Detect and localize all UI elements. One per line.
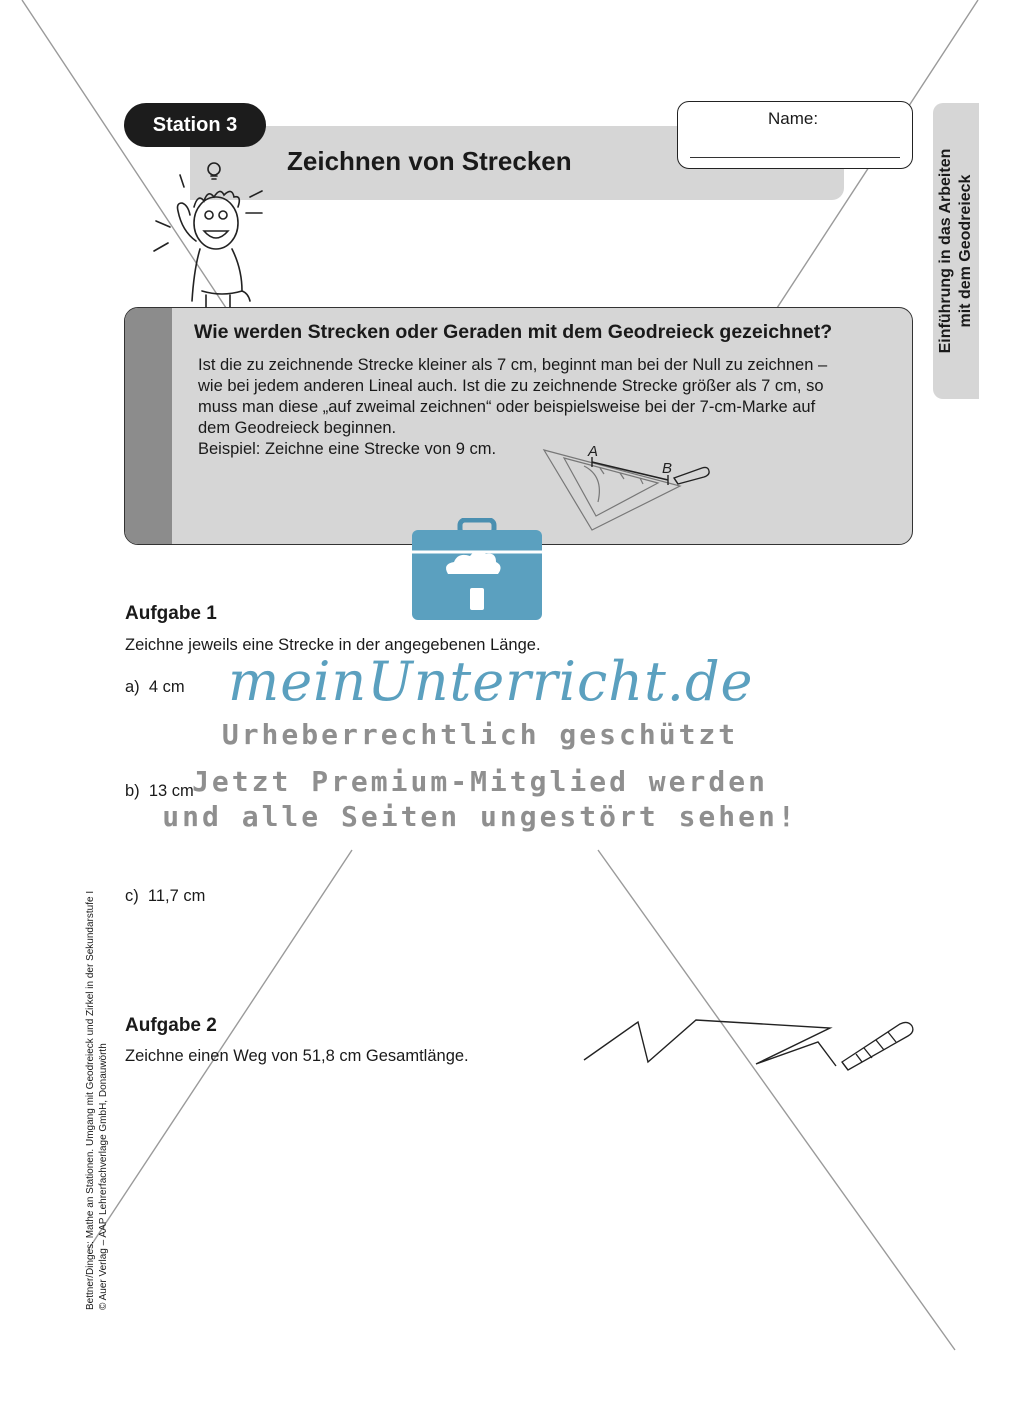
zigzag-path-illustration <box>580 1012 920 1074</box>
task1-item-b: b) 13 cm <box>125 782 194 800</box>
task1-item-c: c) 11,7 cm <box>125 887 206 905</box>
info-body: Ist die zu zeichnende Strecke kleiner als 7 cm, beginnt man bei der Null zu zeichnen – wie bei jedem anderen Lineal auch. Ist die zu zeichnende Strecke größer als 7 cm, so muss man diese „auf zweimal zeichnen“ oder beispielsweise bei der 7-cm-Marke auf dem Geodreieck beginnen. Beispiel: Zeichne eine Strecke von 9 cm. <box>198 356 828 458</box>
task1-instruction: Zeichne jeweils eine Strecke in der angegebenen Länge. <box>125 636 541 654</box>
watermark-brand: meinUnterricht.de <box>228 650 754 713</box>
page-title: Zeichnen von Strecken <box>287 146 572 176</box>
geodreieck-example-illustration <box>540 438 715 538</box>
point-b-label: B <box>662 460 673 477</box>
info-box-accent-bar <box>125 308 172 544</box>
cartoon-character-illustration <box>150 155 270 310</box>
task1-item-a: a) 4 cm <box>125 678 185 696</box>
task2-instruction: Zeichne einen Weg von 51,8 cm Gesamtlänge. <box>125 1047 469 1065</box>
briefcase-cloud-icon <box>410 518 544 622</box>
side-tab-label: Einführung in das Arbeiten mit dem Geodreieck <box>937 148 974 354</box>
name-input-line[interactable] <box>690 157 900 158</box>
task2-heading: Aufgabe 2 <box>125 1015 217 1036</box>
task1-heading: Aufgabe 1 <box>125 603 217 624</box>
point-a-label: A <box>588 443 599 460</box>
watermark-line-2: Jetzt Premium-Mitglied werden <box>192 765 768 798</box>
station-badge: Station 3 <box>124 103 266 147</box>
info-question: Wie werden Strecken oder Geraden mit dem Geodreieck gezeichnet? <box>194 321 833 343</box>
copyright-notice: Bettner/Dinges: Mathe an Stationen. Umgang mit Geodreieck und Zirkel in der Sekundarstufe I © Auer Verlag – AAP Lehrerfachverlage GmbH, Donauwörth <box>85 890 109 1310</box>
name-label: Name: <box>768 109 819 128</box>
watermark-line-3: und alle Seiten ungestört sehen! <box>162 800 798 833</box>
watermark-line-1: Urheberrechtlich geschützt <box>221 718 739 751</box>
